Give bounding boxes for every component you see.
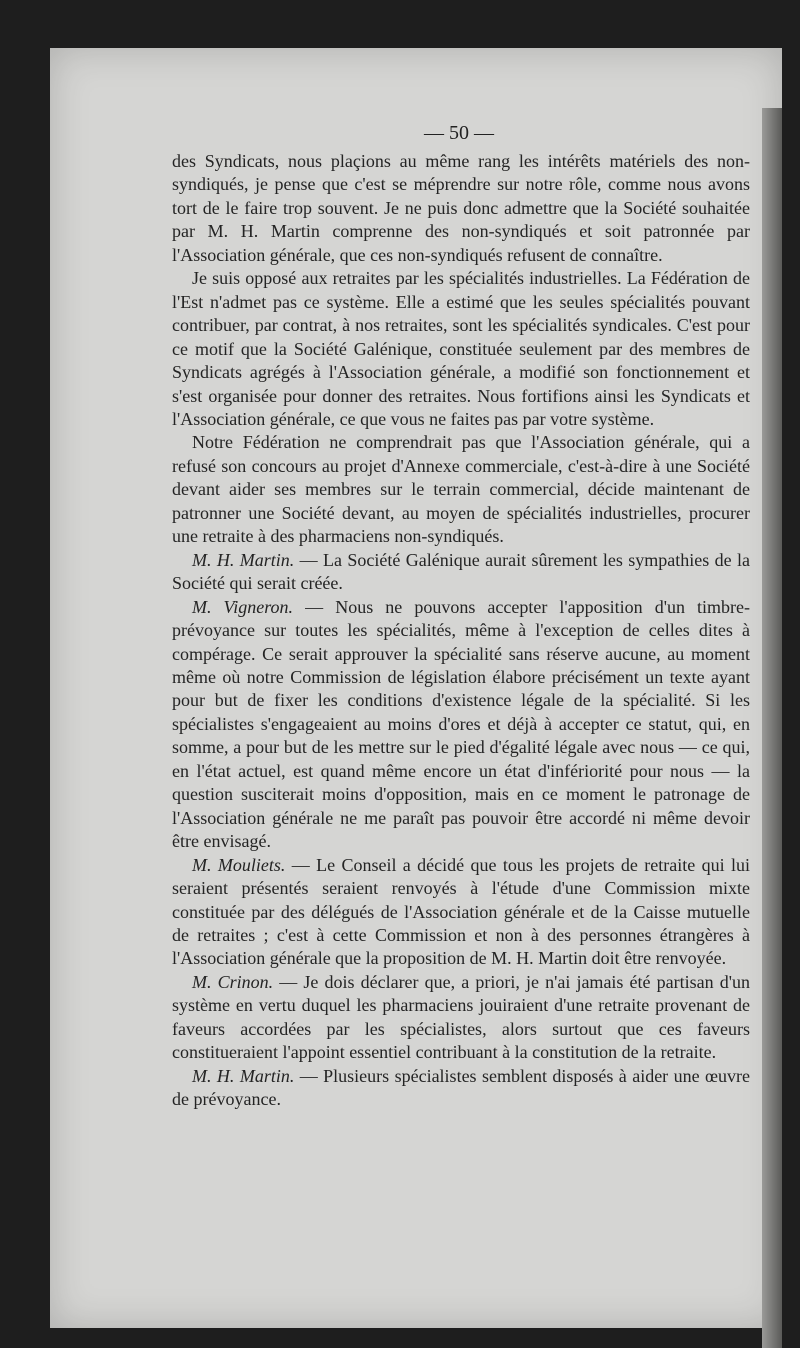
paragraph-5 <box>172 596 750 854</box>
paragraph-4 <box>172 549 750 596</box>
paragraph-text: — Je dois déclarer que, a priori, je n'ai jamais été partisan d'un système en vertu duquel les pharmaciens jouiraient d'une retraite provenant de faveurs accordées par les spécialistes, alors surtout que ces faveurs constitueraient l'appoint essentiel contribuant à la constitution de la retraite. <box>172 971 750 1063</box>
paragraph-text: Notre Fédération ne comprendrait pas que l'Association générale, qui a refusé son concours au projet d'Annexe commerciale, c'est-à-dire à une Société devant aider ses membres sur le terrain commercial, décide maintenant de patronner une Société devant, au moyen de spécialités industrielles, procurer une retraite à des pharmaciens non-syndiqués. <box>172 432 750 547</box>
paragraph-text: — Le Conseil a décidé que tous les projets de retraite qui lui seraient présentés seraient renvoyés à l'étude d'une Commission mixte constituée par des délégués de l'Association générale et de la Caisse mutuelle de retraites ; c'est à cette Commission et non à des personnes étrangères à l'Association générale que la proposition de M. H. Martin doit être renvoyée. <box>172 854 750 969</box>
paragraph-text: des Syndicats, nous plaçions au même rang les intérêts matériels des non-syndiqués, je pense que c'est se méprendre sur notre rôle, comme nous avons tort de le faire trop souvent. Je ne puis donc admettre que la Société souhaitée par M. H. Martin comprenne des non-syndiqués et soit patronnée par l'Association générale, que ces non-syndiqués refusent de connaître. <box>172 151 750 265</box>
paragraph-2 <box>172 267 750 431</box>
paragraph-text: — Nous ne pouvons accepter l'apposition d'un timbre-prévoyance sur toutes les spécialités, même à l'exception de celles dites à compérage. Ce serait approuver la spécialité sans réserve aucune, au moment même où notre Commission de législation élabore précisément un texte ayant pour but de fixer les conditions d'existence légale de la spécialité. Si les spécialistes s'engageaient au moins d'ores et déjà à accepter ce statut, qui, en somme, a pour but de les mettre sur le pied d'égalité légale avec nous — ce qui, en l'état actuel, est quand même encore un état d'infériorité pour nous — la question susciterait moins d'opposition, mais en ce moment le patronage de l'Association générale ne me paraît pas pouvoir être accordé ni même devoir être envisagé. <box>172 596 751 852</box>
paragraph-1 <box>172 150 750 267</box>
speaker-name: M. Mouliets. <box>192 854 286 875</box>
speaker-name: M. H. Martin. <box>192 1065 295 1086</box>
paragraph-3 <box>172 431 750 548</box>
page-number: — 50 — <box>424 122 494 144</box>
paragraph-text: — La Société Galénique aurait sûrement les sympathies de la Société qui serait créée. <box>172 549 751 594</box>
paragraph-text: Je suis opposé aux retraites par les spécialités industrielles. La Fédération de l'Est n'admet pas ce système. Elle a estimé que les seules spécialités pouvant contribuer, par contrat, à nos retraites, sont les spécialités syndicales. C'est pour ce motif que la Société Galénique, constituée seulement par des membres de Syndicats agrégés à l'Association générale, a modifié son fonctionnement et s'est organisée pour donner des retraites. Nous fortifions ainsi les Syndicats et l'Association générale, ce que vous ne faites pas par votre système. <box>172 268 750 429</box>
paragraph-text: — Plusieurs spécialistes semblent disposés à aider une œuvre de prévoyance. <box>172 1065 750 1110</box>
page-edge-shadow <box>762 108 782 1348</box>
body-text <box>172 150 750 1112</box>
paragraph-7 <box>172 971 750 1065</box>
speaker-name: M. H. Martin. <box>192 549 295 570</box>
paragraph-6 <box>172 854 750 971</box>
speaker-name: M. Crinon. <box>192 971 274 992</box>
paragraph-8 <box>172 1065 750 1112</box>
speaker-name: M. Vigneron. <box>192 596 294 617</box>
